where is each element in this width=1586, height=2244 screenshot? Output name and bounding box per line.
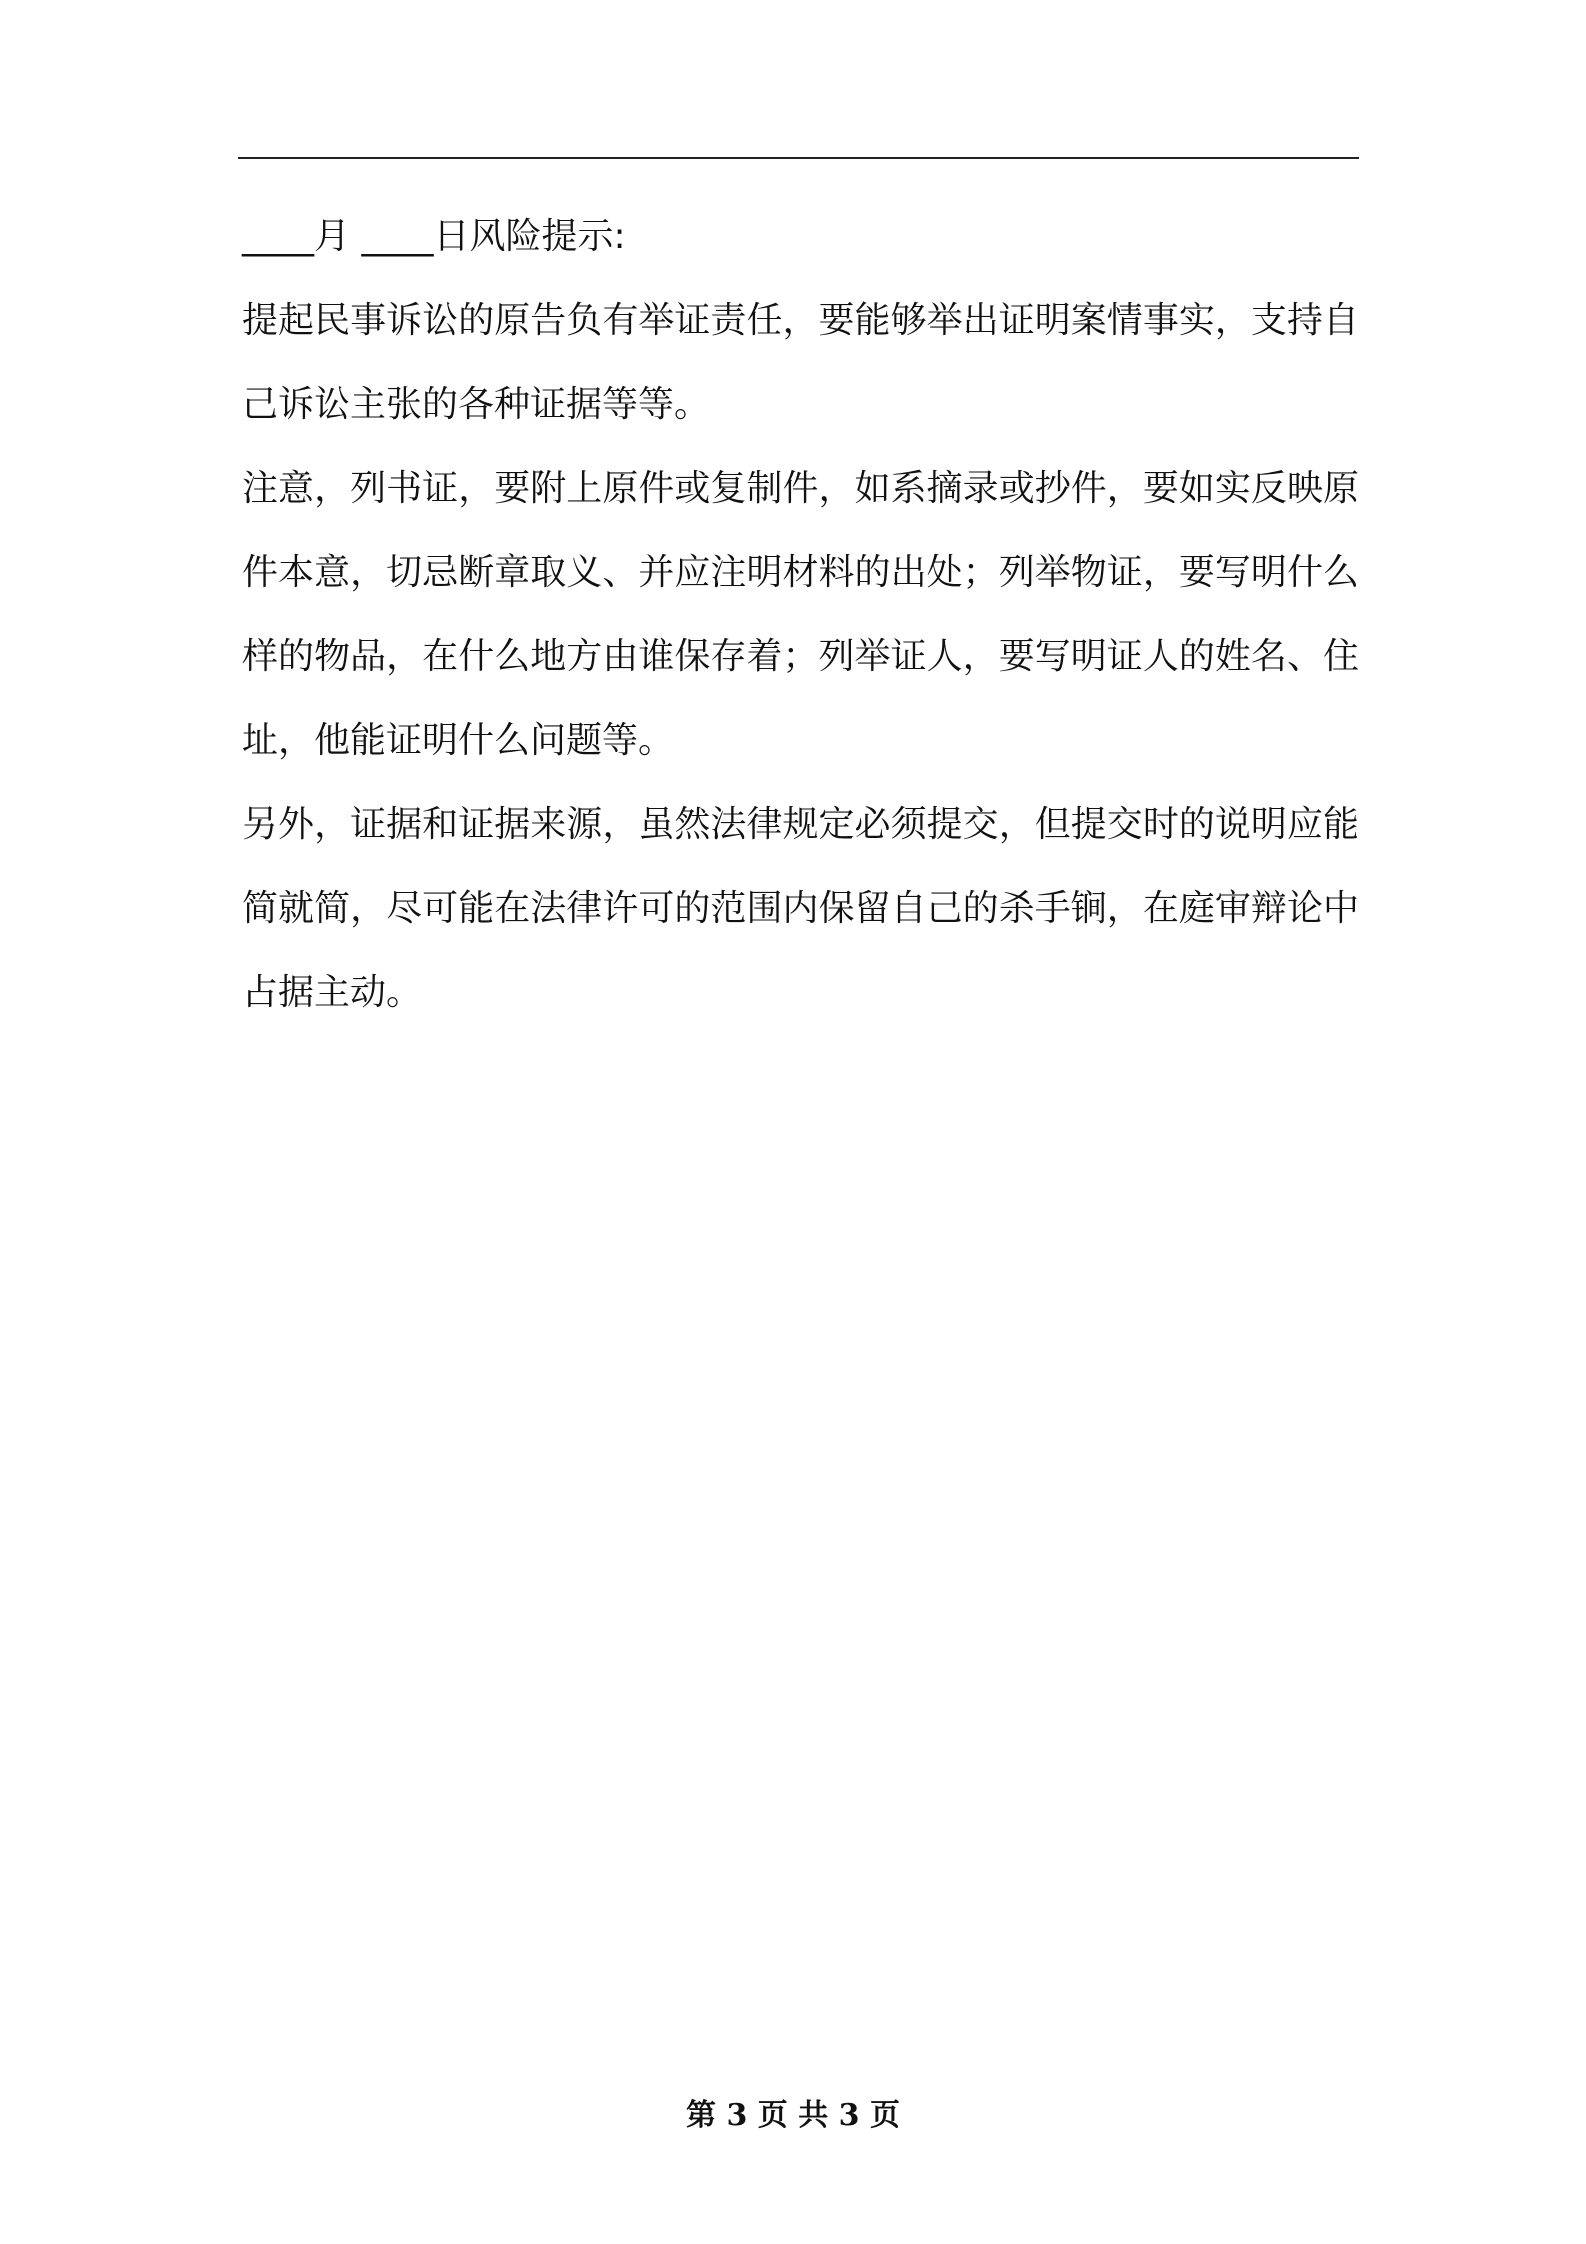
page-number-footer: 第 3 页 共 3 页 [686, 2098, 900, 2133]
paragraph-evidence-notes: 注意，列书证，要附上原件或复制件，如系摘录或抄件，要如实反映原件本意，切忌断章取义、并应注明材料的出处；列举物证，要写明什么样的物品，在什么地方由谁保存着；列举证人，要写明证人的姓名、住址，他能证明什么问题等。 [242, 468, 1359, 761]
paragraph-burden-of-proof: 提起民事诉讼的原告负有举证责任，要能够举出证明案情事实，支持自己诉讼主张的各种证据等等。 [242, 300, 1359, 425]
header-rule [238, 157, 1359, 159]
date-risk-heading: ____月 ____日风险提示: [242, 216, 626, 257]
document-body [242, 195, 1359, 1035]
paragraph-evidence-strategy: 另外，证据和证据来源，虽然法律规定必须提交，但提交时的说明应能简就简，尽可能在法律许可的范围内保留自己的杀手锏，在庭审辩论中占据主动。 [242, 804, 1359, 1013]
